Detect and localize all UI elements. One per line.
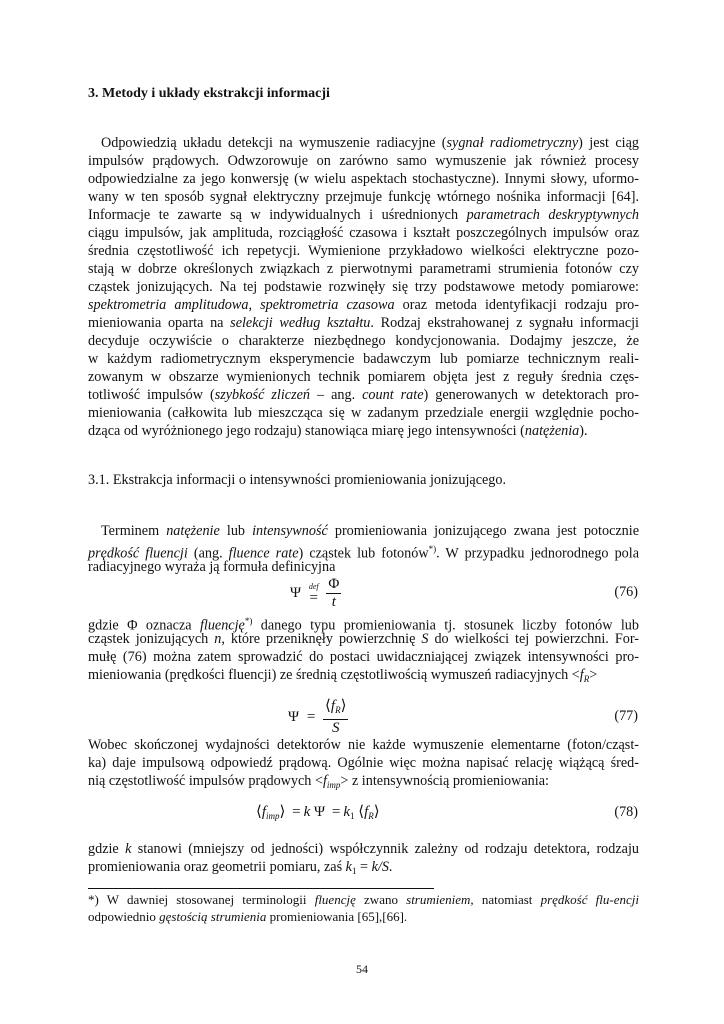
text-line: promieniowania oraz geometrii pomiaru, zaś $k_1 = k/S$. (88, 859, 393, 876)
equation-78: $⟨f_{imp}⟩ = k$ $\Psi = k_1$ $⟨f_R⟩$ (256, 804, 380, 821)
page-number: 54 (356, 962, 368, 976)
text-line: stają w dobrze określonych związkach z pierwotnymi parametrami strumienia fotonów czy (88, 261, 639, 277)
text-line: impulsów prądowych. Odwzorowuje on zarówno samo wymuszenie jak również procesy (88, 153, 639, 169)
equation-number-78: (78) (614, 804, 638, 820)
text-line: mieniowania (prędkości fluencji) ze średnią częstotliwością wymuszeń radiacyjnych $<f_R>$ (88, 667, 598, 684)
text-line: cząstek jonizujących. Na tej podstawie rozwinęły się trzy podstawowe metody pomiarowe: (88, 279, 639, 295)
text-line: mieniowania (całkowita lub mieszcząca się w zadanym przedziale energii względnie pocho- (88, 405, 639, 421)
equation-number-76: (76) (614, 584, 638, 600)
text-line: totliwość impulsów (szybkość zliczeń – ang. count rate) generowanych w detektorach pro- (88, 387, 639, 403)
text-line: Terminem natężenie lub intensywność promieniowania jonizującego zwana jest potocznie (101, 523, 639, 539)
subsection-heading: 3.1. Ekstrakcja informacji o intensywności promieniowania jonizującego. (88, 472, 507, 488)
text-line: Informacje te zawarte są w indywidualnych i uśrednionych parametrach deskryptywnych (88, 207, 639, 223)
text-line: dząca od wyróżnionego jego rodzaju) stanowiąca miarę jego intensywności (natężenia). (88, 423, 588, 439)
footnote-line: *) W dawniej stosowanej terminologii fluencję zwano strumieniem, natomiast prędkość flu-encji (88, 892, 639, 907)
text-line: ciągu impulsów, jak amplituda, rozciągłość czasowa i kształt poszczególnych impulsów oraz (88, 225, 639, 241)
text-line: spektrometria amplitudowa, spektrometria czasowa oraz metoda identyfikacji rodzaju pro- (88, 297, 639, 313)
text-line: nią częstotliwość impulsów prądowych $<f_{imp}> z$ intensywnością promieniowania: (88, 773, 549, 790)
text-line: Odpowiedzią układu detekcji na wymuszenie radiacyjne (sygnał radiometryczny) jest ciąg (101, 135, 639, 151)
text-line: odpowiedzialne za jego konwersję (w wielu aspektach stochastyczne). Innymi słowy, uformo- (88, 171, 639, 187)
equation-76: Ψ def = $\frac{\Phi}{t}$ (290, 576, 340, 610)
text-line: Wobec skończonej wydajności detektorów nie każde wymuszenie elementarne (foton/cząst- (88, 737, 639, 753)
text-line: decyduje oczywiście o charakterze niezbędnego kondycjonowania. Dodajmy jeszcze, że (88, 333, 639, 349)
text-line: mieniowania oparta na selekcji według kształtu. Rodzaj ekstrahowanej z sygnału informacji (88, 315, 639, 331)
text-line: w każdym radiometrycznym eksperymencie badawczym lub pomiarze technicznym reali- (88, 351, 639, 367)
equation-77: Ψ = $\frac{⟨f_R⟩}{S}$ (288, 698, 347, 736)
text-line: ka) daje impulsową odpowiedź prądową. Ogólnie więc można napisać relację wiążącą śred- (88, 755, 639, 771)
footnote-line: odpowiednio gęstością strumienia promieniowania [65],[66]. (88, 909, 408, 924)
text-line: radiacyjnego wyraża ją formuła definicyjna (88, 559, 336, 575)
text-line: zowanym w obszarze wymienionych technik pomiarem objęta jest z reguły średnia częs- (88, 369, 639, 385)
text-line: średnia częstotliwość ich repetycji. Wymienione przykładowo wielkości elektryczne pozo- (88, 243, 639, 259)
text-line: mułę (76) można zatem sprowadzić do postaci uwidaczniającej związek intensywności pro- (88, 649, 639, 665)
text-line: gdzie k stanowi (mniejszy od jedności) współczynnik zależny od rodzaju detektora, rodzaju (88, 841, 639, 857)
text-line: cząstek jonizujących n, które przeniknęły powierzchnię S do wielkości tej powierzchni. For- (88, 631, 639, 647)
equation-number-77: (77) (614, 708, 638, 724)
text-line: gdzie Φ oznacza fluencję*) danego typu promieniowania tj. stosunek liczby fotonów lub (88, 616, 639, 634)
text-line: prędkość fluencji (ang. fluence rate) cząstek lub fotonów*). W przypadku jednorodnego pola (88, 544, 640, 562)
footnote-rule (88, 888, 434, 889)
text-line: wany w ten sposób sygnał elektryczny przejmuje funkcję wtórnego nośnika informacji [64]. (88, 189, 639, 205)
section-heading: 3. Metody i układy ekstrakcji informacji (88, 86, 330, 101)
